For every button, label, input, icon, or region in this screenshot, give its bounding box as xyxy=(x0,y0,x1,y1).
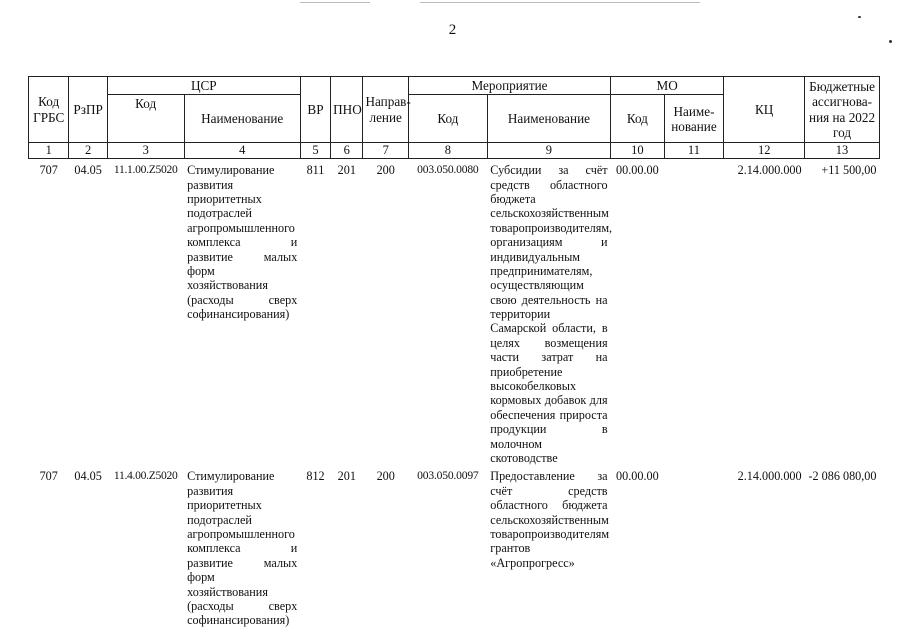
header-kc: КЦ xyxy=(724,77,805,143)
column-number: 6 xyxy=(331,143,363,159)
scan-speck xyxy=(858,16,861,18)
column-number: 13 xyxy=(805,143,880,159)
cell-grbs: 707 xyxy=(39,469,58,484)
cell-csr-code: 11.1.00.Z5020 xyxy=(113,163,178,177)
header-rzpr: РзПР xyxy=(69,77,107,143)
cell-pno: 201 xyxy=(337,469,356,484)
scan-speck xyxy=(889,40,892,43)
cell-csr-name: Стимулирование развития приоритетных подотраслей агропромышленного комплекса и развитие малых форм хозяйствования (расходы сверх софинансирования) xyxy=(187,469,298,628)
cell-mer-name: Субсидии за счёт средств областного бюджета сельскохозяйственным товаропроизводителям, организациям и индивидуальным предпринимателям, осуществляющим свою деятельность на территории Самарской области, в целях возмещения части затрат на приобретение высокобелковых кормовых добавок для обеспечения прироста продукции в молочном скотоводстве xyxy=(490,163,613,465)
header-mo-kod: Код xyxy=(611,95,665,143)
header-csr-name: Наименование xyxy=(184,95,300,143)
cell-csr-name: Стимулирование развития приоритетных подотраслей агропромышленного комплекса и развитие малых форм хозяйствования (расходы сверх софинансирования) xyxy=(187,163,298,322)
table-row xyxy=(29,159,880,466)
top-rule-left xyxy=(300,2,370,3)
page-number: 2 xyxy=(448,22,457,38)
column-number: 11 xyxy=(664,143,724,159)
cell-vr: 811 xyxy=(306,163,325,178)
header-csr-kod: Код xyxy=(107,95,184,143)
budget-table xyxy=(28,76,880,628)
cell-mo-name xyxy=(664,465,724,627)
header-vr: ВР xyxy=(300,77,330,143)
column-number: 3 xyxy=(107,143,184,159)
cell-mo-code: 00.00.00 xyxy=(616,469,659,484)
column-number: 8 xyxy=(408,143,487,159)
cell-grbs: 707 xyxy=(39,163,58,178)
cell-kc: 2.14.000.000 xyxy=(737,469,802,484)
column-number: 7 xyxy=(363,143,408,159)
header-mo-name: Наиме-нование xyxy=(664,95,724,143)
header-csr: ЦСР xyxy=(107,77,300,95)
column-number: 4 xyxy=(184,143,300,159)
cell-mo-name xyxy=(664,159,724,466)
column-number: 1 xyxy=(29,143,69,159)
column-numbers-row xyxy=(29,143,880,159)
column-number: 9 xyxy=(487,143,610,159)
column-number: 2 xyxy=(69,143,107,159)
cell-vr: 812 xyxy=(306,469,325,484)
header-pno: ПНО xyxy=(331,77,363,143)
header-budget: Бюджетные ассигнова-ния на 2022 год xyxy=(805,77,880,143)
header-mer-name: Наименование xyxy=(487,95,610,143)
column-number: 5 xyxy=(300,143,330,159)
cell-napr: 200 xyxy=(376,469,395,484)
cell-kc: 2.14.000.000 xyxy=(737,163,802,178)
top-rule-right xyxy=(420,2,700,3)
cell-mer-code: 003.050.0097 xyxy=(417,469,479,483)
column-number: 10 xyxy=(611,143,665,159)
header-meropriyatie: Мероприятие xyxy=(408,77,610,95)
table-row xyxy=(29,465,880,627)
cell-napr: 200 xyxy=(376,163,395,178)
cell-pno: 201 xyxy=(337,163,356,178)
cell-mer-name: Предоставление за счёт средств областного бюджета сельскохозяйственным товаропроизводителям грантов «Агропрогресс» xyxy=(490,469,610,570)
cell-amount: +11 500,00 xyxy=(821,163,877,178)
cell-rzpr: 04.05 xyxy=(74,469,102,484)
header-napravlenie: Направ-ление xyxy=(363,77,408,143)
header-mo: МО xyxy=(611,77,724,95)
cell-mo-code: 00.00.00 xyxy=(616,163,659,178)
header-kod-grbs: Код ГРБС xyxy=(29,77,69,143)
cell-mer-code: 003.050.0080 xyxy=(417,163,479,177)
cell-rzpr: 04.05 xyxy=(74,163,102,178)
cell-csr-code: 11.4.00.Z5020 xyxy=(113,469,178,483)
cell-amount: -2 086 080,00 xyxy=(808,469,877,484)
column-number: 12 xyxy=(724,143,805,159)
header-mer-kod: Код xyxy=(408,95,487,143)
